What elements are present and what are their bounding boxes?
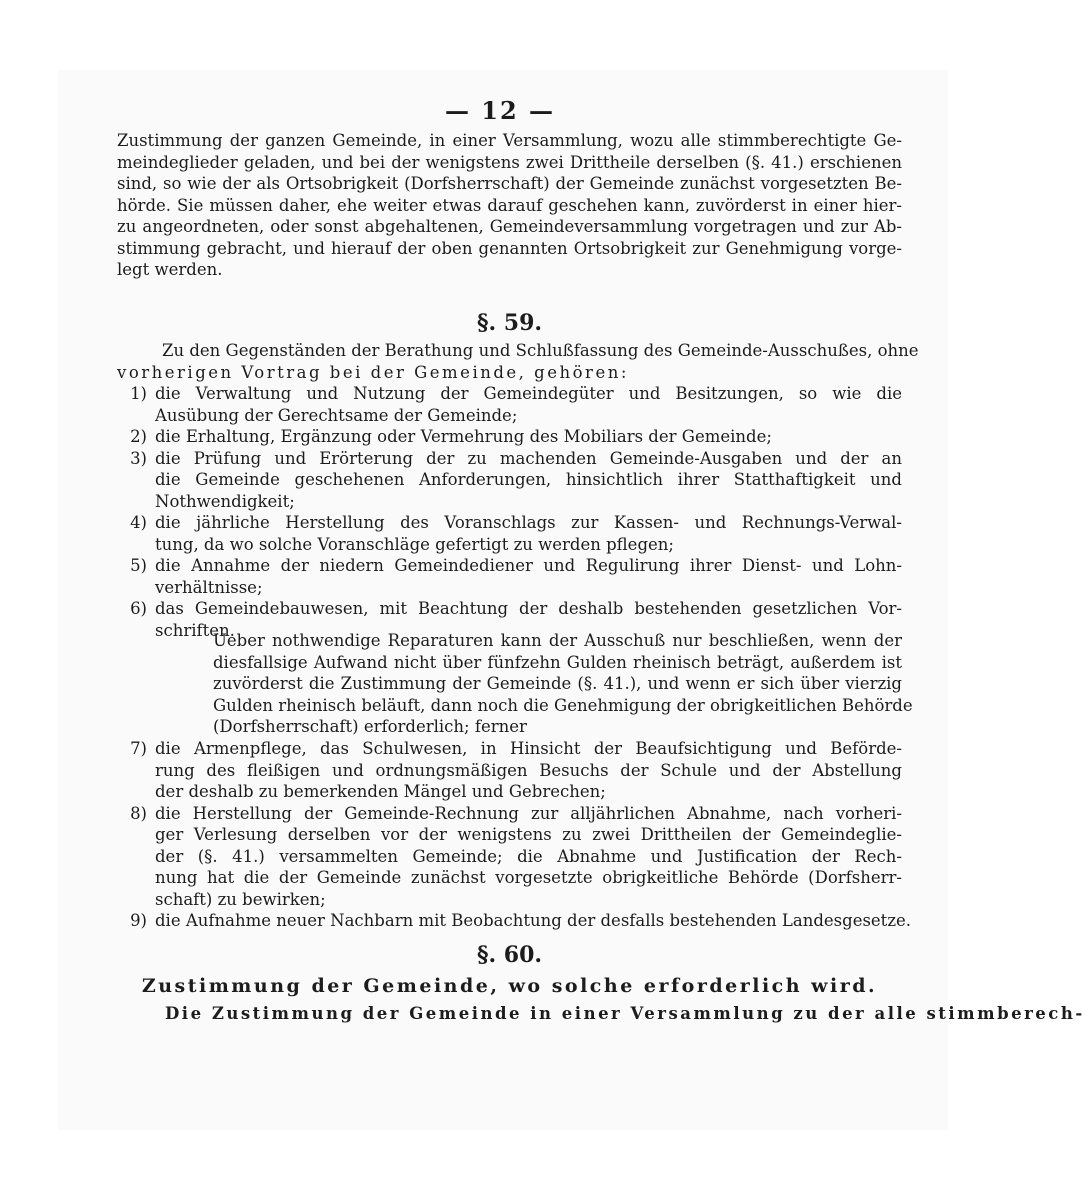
text-line: zu angeordneten, oder sonst abgehaltenen, Gemeindeversammlung vorgetragen und zur Ab- — [117, 217, 902, 236]
page-number: — 12 — — [444, 96, 556, 125]
text-line: die Herstellung der Gemeinde-Rechnung zur alljährlichen Abnahme, nach vorheri- — [155, 803, 902, 823]
text-line: Die Zustimmung der Gemeinde in einer Versammlung zu der alle stimmberech- — [165, 1004, 1085, 1023]
text-line: Zu den Gegenständen der Berathung und Schlußfassung des Gemeinde-Ausschußes, ohne — [162, 341, 919, 360]
text-line: tung, da wo solche Voranschläge gefertigt zu werden pflegen; — [155, 534, 674, 554]
list-item — [117, 738, 902, 803]
text-line: (Dorfsherrschaft) erforderlich; ferner — [213, 717, 527, 736]
section-60-first-line — [165, 1003, 1085, 1025]
text-line: das Gemeindebauwesen, mit Beachtung der deshalb bestehenden gesetzlichen Vor- — [155, 599, 902, 618]
list-item-text — [155, 910, 911, 932]
section-59-heading: §. 59. — [476, 310, 543, 336]
text-line: zuvörderst die Zustimmung der Gemeinde (§. 41.), und wenn er sich über vierzig — [213, 674, 902, 693]
list-item-number: 2) — [130, 427, 147, 446]
list-item — [117, 448, 902, 513]
text-line: sind, so wie der als Ortsobrigkeit (Dorfsherrschaft) der Gemeinde zunächst vorgesetzten Be- — [117, 174, 902, 193]
text-line: ger Verlesung derselben vor der wenigstens zu zwei Drittheilen der Gemeindeglie- — [155, 825, 902, 844]
list-item — [117, 512, 902, 555]
text-line: rung des fleißigen und ordnungsmäßigen Besuchs der Schule und der Abstellung — [155, 760, 902, 780]
list-item-number: 1) — [130, 384, 147, 403]
text-line: Zustimmung der ganzen Gemeinde, in einer Versammlung, wozu alle stimmberechtigte Ge- — [117, 131, 902, 150]
list-item — [117, 383, 902, 426]
text-line: verhältnisse; — [155, 577, 263, 597]
list-item-number: 8) — [130, 803, 147, 823]
text-line: nung hat die der Gemeinde zunächst vorgesetzte obrigkeitliche Behörde (Dorfsherr- — [155, 868, 902, 887]
list-item-text — [155, 512, 902, 555]
intro-paragraph — [117, 130, 902, 281]
text-line: hörde. Sie müssen daher, ehe weiter etwas darauf geschehen kann, zuvörderst in einer hier- — [117, 195, 902, 215]
section-59-intro — [117, 340, 919, 383]
text-line: schaft) zu bewirken; — [155, 889, 326, 909]
text-line: die Prüfung und Erörterung der zu machenden Gemeinde-Ausgaben und der an — [155, 448, 902, 468]
text-line: vorherigen Vortrag bei der Gemeinde, gehören: — [117, 362, 629, 382]
text-line: Nothwendigkeit; — [155, 491, 295, 511]
list-item — [117, 910, 912, 932]
text-line: die Gemeinde geschehenen Anforderungen, hinsichtlich ihrer Statthaftigkeit und — [155, 470, 902, 489]
text-line: legt werden. — [117, 260, 223, 279]
text-line: der (§. 41.) versammelten Gemeinde; die Abnahme und Justification der Rech- — [155, 846, 902, 866]
list-item — [117, 555, 902, 598]
text-line: meindeglieder geladen, und bei der wenigstens zwei Drittheile derselben (§. 41.) erschienen — [117, 152, 902, 172]
list-item-text — [155, 738, 902, 803]
list-item-number: 7) — [130, 739, 147, 758]
list-item-text — [155, 426, 902, 448]
list-item — [117, 803, 902, 911]
list-item-number: 3) — [130, 448, 147, 468]
section-59-item-list-2 — [117, 738, 912, 932]
text-line: schriften. — [155, 620, 235, 640]
text-line: diesfallsige Aufwand nicht über fünfzehn Gulden rheinisch beträgt, außerdem ist — [213, 652, 902, 672]
text-line: der deshalb zu bemerkenden Mängel und Gebrechen; — [155, 782, 606, 801]
list-item-number: 5) — [130, 556, 147, 575]
section-59-item-list — [117, 383, 902, 641]
text-line: stimmung gebracht, und hierauf der oben genannten Ortsobrigkeit zur Genehmigung vorge- — [117, 238, 902, 258]
list-item-text — [155, 383, 902, 426]
text-line: die jährliche Herstellung des Voranschlags zur Kassen- und Rechnungs-Verwal- — [155, 513, 902, 532]
text-line: Ueber nothwendige Reparaturen kann der Ausschuß nur beschließen, wenn der — [213, 631, 902, 650]
text-line: die Armenpflege, das Schulwesen, in Hinsicht der Beaufsichtigung und Beförde- — [155, 739, 902, 758]
list-item-text — [155, 803, 902, 911]
text-line: die Erhaltung, Ergänzung oder Vermehrung des Mobiliars der Gemeinde; — [155, 427, 772, 446]
section-60-heading: §. 60. — [476, 942, 543, 968]
list-item-text — [155, 555, 902, 598]
repair-note — [213, 630, 913, 738]
text-line: die Verwaltung und Nutzung der Gemeindegüter und Besitzungen, so wie die — [155, 384, 902, 403]
text-line: Ausübung der Gerechtsame der Gemeinde; — [155, 405, 518, 425]
list-item-number: 9) — [130, 911, 147, 930]
text-line: die Aufnahme neuer Nachbarn mit Beobachtung der desfalls bestehenden Landesgesetze. — [155, 911, 912, 930]
text-line: die Annahme der niedern Gemeindediener und Regulirung ihrer Dienst- und Lohn- — [155, 556, 902, 575]
list-item-text — [155, 448, 902, 513]
section-60-title: Zustimmung der Gemeinde, wo solche erforderlich wird. — [141, 975, 878, 997]
list-item — [117, 426, 902, 448]
text-line: Gulden rheinisch beläuft, dann noch die Genehmigung der obrigkeitlichen Behörde — [213, 695, 913, 715]
list-item-number: 6) — [130, 599, 147, 618]
list-item-number: 4) — [130, 513, 147, 532]
